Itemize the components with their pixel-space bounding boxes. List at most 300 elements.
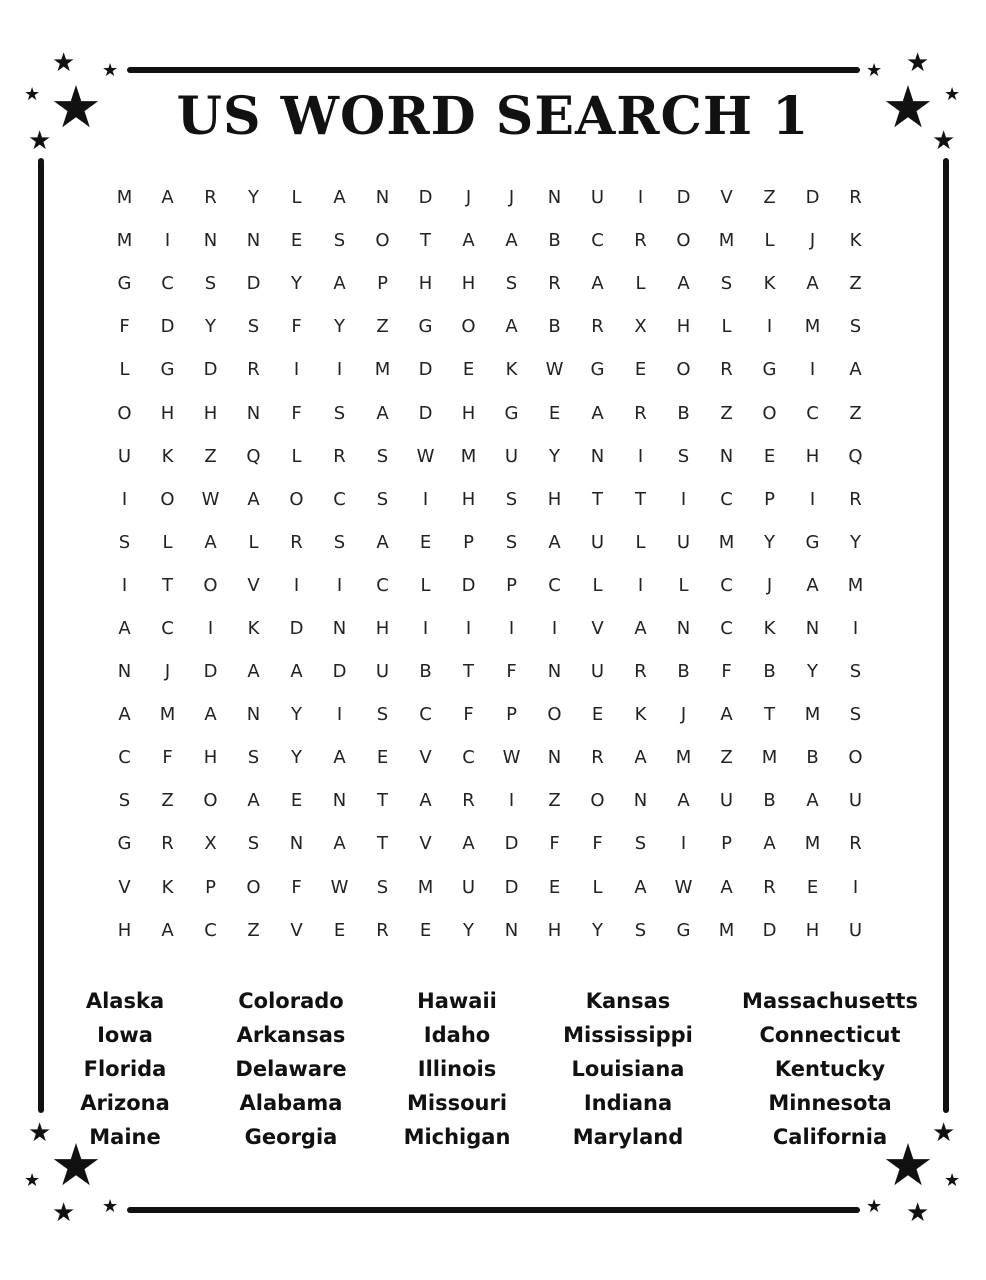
grid-cell[interactable]: M <box>761 747 778 769</box>
grid-cell[interactable]: D <box>461 574 476 596</box>
grid-cell[interactable]: J <box>680 704 687 726</box>
grid-cell[interactable]: J <box>766 574 773 596</box>
grid-cell[interactable]: D <box>332 661 347 683</box>
grid-cell[interactable]: D <box>504 876 519 898</box>
grid-cell[interactable]: C <box>591 230 604 252</box>
grid-cell[interactable]: L <box>420 574 431 596</box>
grid-cell[interactable]: N <box>547 747 562 769</box>
grid-cell[interactable]: H <box>375 617 390 639</box>
grid-cell[interactable]: D <box>418 187 433 209</box>
grid-cell[interactable]: I <box>293 574 300 596</box>
grid-cell[interactable]: I <box>422 488 429 510</box>
grid-cell[interactable]: H <box>676 316 691 338</box>
grid-cell[interactable]: P <box>764 488 775 510</box>
grid-cell[interactable]: O <box>203 574 218 596</box>
grid-cell[interactable]: Y <box>549 445 560 467</box>
grid-cell[interactable]: S <box>247 747 260 769</box>
grid-cell[interactable]: R <box>591 316 604 338</box>
grid-cell[interactable]: Z <box>548 790 561 812</box>
grid-cell[interactable]: M <box>804 704 821 726</box>
grid-cell[interactable]: U <box>590 187 605 209</box>
grid-cell[interactable]: Z <box>849 402 862 424</box>
grid-cell[interactable]: U <box>504 445 519 467</box>
grid-cell[interactable]: T <box>420 230 431 252</box>
grid-cell[interactable]: J <box>809 230 816 252</box>
grid-cell[interactable]: G <box>762 359 777 381</box>
grid-cell[interactable]: K <box>161 445 174 467</box>
grid-cell[interactable]: N <box>203 230 218 252</box>
grid-cell[interactable]: G <box>676 919 691 941</box>
grid-cell[interactable]: B <box>548 230 561 252</box>
grid-cell[interactable]: L <box>635 531 646 553</box>
grid-cell[interactable]: H <box>461 488 476 510</box>
grid-cell[interactable]: S <box>849 704 862 726</box>
grid-cell[interactable]: G <box>117 273 132 295</box>
grid-cell[interactable]: K <box>161 876 174 898</box>
grid-cell[interactable]: S <box>247 833 260 855</box>
grid-cell[interactable]: V <box>419 833 432 855</box>
grid-cell[interactable]: D <box>504 833 519 855</box>
grid-cell[interactable]: E <box>290 230 303 252</box>
grid-cell[interactable]: S <box>634 833 647 855</box>
grid-cell[interactable]: S <box>376 876 389 898</box>
grid-cell[interactable]: F <box>592 833 603 855</box>
grid-cell[interactable]: B <box>419 661 432 683</box>
grid-cell[interactable]: W <box>545 359 564 381</box>
grid-cell[interactable]: A <box>720 704 733 726</box>
grid-cell[interactable]: I <box>336 359 343 381</box>
grid-cell[interactable]: Z <box>720 747 733 769</box>
grid-cell[interactable]: Y <box>592 919 603 941</box>
grid-cell[interactable]: N <box>676 617 691 639</box>
grid-cell[interactable]: T <box>764 704 775 726</box>
grid-cell[interactable]: A <box>118 704 131 726</box>
grid-cell[interactable]: O <box>117 402 132 424</box>
grid-cell[interactable]: Z <box>376 316 389 338</box>
grid-cell[interactable]: O <box>762 402 777 424</box>
grid-cell[interactable]: A <box>462 833 475 855</box>
grid-cell[interactable]: S <box>118 531 131 553</box>
grid-cell[interactable]: Z <box>247 919 260 941</box>
grid-cell[interactable]: O <box>461 316 476 338</box>
grid-cell[interactable]: H <box>203 747 218 769</box>
grid-cell[interactable]: R <box>720 359 733 381</box>
grid-cell[interactable]: N <box>246 230 261 252</box>
grid-cell[interactable]: C <box>720 617 733 639</box>
grid-cell[interactable]: E <box>333 919 346 941</box>
grid-cell[interactable]: C <box>118 747 131 769</box>
grid-cell[interactable]: E <box>548 876 561 898</box>
grid-cell[interactable]: V <box>419 747 432 769</box>
grid-cell[interactable]: C <box>419 704 432 726</box>
grid-cell[interactable]: R <box>763 876 776 898</box>
grid-cell[interactable]: A <box>763 833 776 855</box>
grid-cell[interactable]: I <box>637 445 644 467</box>
grid-cell[interactable]: Q <box>848 445 863 467</box>
grid-cell[interactable]: I <box>293 359 300 381</box>
grid-cell[interactable]: T <box>592 488 603 510</box>
grid-cell[interactable]: C <box>548 574 561 596</box>
grid-cell[interactable]: O <box>676 230 691 252</box>
grid-cell[interactable]: T <box>463 661 474 683</box>
grid-cell[interactable]: F <box>291 876 302 898</box>
grid-cell[interactable]: L <box>635 273 646 295</box>
grid-cell[interactable]: R <box>849 833 862 855</box>
grid-cell[interactable]: I <box>766 316 773 338</box>
grid-cell[interactable]: O <box>160 488 175 510</box>
grid-cell[interactable]: I <box>336 704 343 726</box>
grid-cell[interactable]: E <box>419 531 432 553</box>
grid-cell[interactable]: E <box>462 359 475 381</box>
grid-cell[interactable]: U <box>848 919 863 941</box>
grid-cell[interactable]: O <box>375 230 390 252</box>
grid-cell[interactable]: B <box>763 661 776 683</box>
grid-cell[interactable]: O <box>203 790 218 812</box>
grid-cell[interactable]: G <box>117 833 132 855</box>
grid-cell[interactable]: A <box>806 574 819 596</box>
grid-cell[interactable]: K <box>763 273 776 295</box>
grid-cell[interactable]: A <box>247 488 260 510</box>
grid-cell[interactable]: S <box>505 273 518 295</box>
grid-cell[interactable]: S <box>118 790 131 812</box>
grid-cell[interactable]: F <box>119 316 130 338</box>
grid-cell[interactable]: T <box>635 488 646 510</box>
grid-cell[interactable]: R <box>376 919 389 941</box>
grid-cell[interactable]: N <box>117 661 132 683</box>
grid-cell[interactable]: I <box>465 617 472 639</box>
grid-cell[interactable]: A <box>376 531 389 553</box>
grid-cell[interactable]: W <box>674 876 693 898</box>
grid-cell[interactable]: A <box>247 661 260 683</box>
grid-cell[interactable]: C <box>376 574 389 596</box>
grid-cell[interactable]: O <box>590 790 605 812</box>
grid-cell[interactable]: H <box>461 402 476 424</box>
grid-cell[interactable]: E <box>548 402 561 424</box>
grid-cell[interactable]: L <box>119 359 130 381</box>
grid-cell[interactable]: B <box>548 316 561 338</box>
grid-cell[interactable]: B <box>763 790 776 812</box>
grid-cell[interactable]: E <box>591 704 604 726</box>
grid-cell[interactable]: U <box>375 661 390 683</box>
grid-cell[interactable]: A <box>204 704 217 726</box>
grid-cell[interactable]: A <box>677 790 690 812</box>
grid-cell[interactable]: F <box>162 747 173 769</box>
grid-cell[interactable]: K <box>849 230 862 252</box>
grid-cell[interactable]: I <box>422 617 429 639</box>
grid-cell[interactable]: U <box>590 531 605 553</box>
grid-cell[interactable]: N <box>246 402 261 424</box>
grid-cell[interactable]: D <box>246 273 261 295</box>
grid-cell[interactable]: Y <box>291 273 302 295</box>
grid-cell[interactable]: Q <box>246 445 261 467</box>
grid-cell[interactable]: E <box>376 747 389 769</box>
grid-cell[interactable]: M <box>460 445 477 467</box>
grid-cell[interactable]: E <box>806 876 819 898</box>
grid-cell[interactable]: A <box>161 187 174 209</box>
grid-cell[interactable]: F <box>291 402 302 424</box>
grid-cell[interactable]: M <box>374 359 391 381</box>
grid-cell[interactable]: Y <box>205 316 216 338</box>
grid-cell[interactable]: H <box>160 402 175 424</box>
grid-cell[interactable]: S <box>247 316 260 338</box>
grid-cell[interactable]: A <box>333 273 346 295</box>
grid-cell[interactable]: G <box>805 531 820 553</box>
grid-cell[interactable]: I <box>551 617 558 639</box>
grid-cell[interactable]: A <box>505 316 518 338</box>
grid-cell[interactable]: L <box>592 876 603 898</box>
grid-cell[interactable]: H <box>805 919 820 941</box>
grid-cell[interactable]: R <box>333 445 346 467</box>
grid-cell[interactable]: I <box>121 574 128 596</box>
grid-cell[interactable]: R <box>204 187 217 209</box>
grid-cell[interactable]: A <box>462 230 475 252</box>
grid-cell[interactable]: P <box>463 531 474 553</box>
grid-cell[interactable]: M <box>718 230 735 252</box>
grid-cell[interactable]: I <box>680 833 687 855</box>
grid-cell[interactable]: O <box>246 876 261 898</box>
grid-cell[interactable]: P <box>506 704 517 726</box>
grid-cell[interactable]: Y <box>291 704 302 726</box>
grid-cell[interactable]: A <box>505 230 518 252</box>
grid-cell[interactable]: M <box>804 316 821 338</box>
grid-cell[interactable]: H <box>117 919 132 941</box>
grid-cell[interactable]: S <box>333 230 346 252</box>
grid-cell[interactable]: Y <box>807 661 818 683</box>
grid-cell[interactable]: R <box>849 488 862 510</box>
grid-cell[interactable]: N <box>375 187 390 209</box>
grid-cell[interactable]: W <box>201 488 220 510</box>
grid-cell[interactable]: F <box>506 661 517 683</box>
grid-cell[interactable]: I <box>809 359 816 381</box>
grid-cell[interactable]: D <box>203 359 218 381</box>
grid-cell[interactable]: P <box>205 876 216 898</box>
grid-cell[interactable]: C <box>720 488 733 510</box>
grid-cell[interactable]: N <box>547 187 562 209</box>
grid-cell[interactable]: R <box>462 790 475 812</box>
grid-cell[interactable]: V <box>118 876 131 898</box>
grid-cell[interactable]: K <box>247 617 260 639</box>
grid-cell[interactable]: E <box>290 790 303 812</box>
grid-cell[interactable]: A <box>677 273 690 295</box>
grid-cell[interactable]: A <box>333 833 346 855</box>
grid-cell[interactable]: W <box>330 876 349 898</box>
grid-cell[interactable]: D <box>203 661 218 683</box>
grid-cell[interactable]: Z <box>849 273 862 295</box>
grid-cell[interactable]: M <box>116 230 133 252</box>
grid-cell[interactable]: I <box>680 488 687 510</box>
grid-cell[interactable]: H <box>547 488 562 510</box>
grid-cell[interactable]: I <box>852 876 859 898</box>
grid-cell[interactable]: C <box>333 488 346 510</box>
grid-cell[interactable]: T <box>162 574 173 596</box>
grid-cell[interactable]: U <box>848 790 863 812</box>
grid-cell[interactable]: X <box>634 316 647 338</box>
grid-cell[interactable]: R <box>591 747 604 769</box>
grid-cell[interactable]: B <box>677 402 690 424</box>
grid-cell[interactable]: D <box>289 617 304 639</box>
grid-cell[interactable]: U <box>719 790 734 812</box>
grid-cell[interactable]: D <box>676 187 691 209</box>
grid-cell[interactable]: R <box>634 402 647 424</box>
grid-cell[interactable]: A <box>591 402 604 424</box>
grid-cell[interactable]: L <box>721 316 732 338</box>
grid-cell[interactable]: S <box>376 445 389 467</box>
grid-cell[interactable]: L <box>291 445 302 467</box>
grid-cell[interactable]: S <box>333 402 346 424</box>
grid-cell[interactable]: I <box>207 617 214 639</box>
grid-cell[interactable]: Y <box>764 531 775 553</box>
grid-cell[interactable]: C <box>161 617 174 639</box>
grid-cell[interactable]: N <box>332 617 347 639</box>
grid-cell[interactable]: R <box>247 359 260 381</box>
grid-cell[interactable]: Y <box>334 316 345 338</box>
grid-cell[interactable]: S <box>677 445 690 467</box>
grid-cell[interactable]: J <box>508 187 515 209</box>
grid-cell[interactable]: I <box>336 574 343 596</box>
grid-cell[interactable]: E <box>419 919 432 941</box>
grid-cell[interactable]: G <box>590 359 605 381</box>
grid-cell[interactable]: P <box>721 833 732 855</box>
grid-cell[interactable]: D <box>160 316 175 338</box>
grid-cell[interactable]: F <box>721 661 732 683</box>
grid-cell[interactable]: R <box>290 531 303 553</box>
grid-cell[interactable]: G <box>418 316 433 338</box>
grid-cell[interactable]: Z <box>161 790 174 812</box>
grid-cell[interactable]: O <box>848 747 863 769</box>
grid-cell[interactable]: D <box>418 402 433 424</box>
grid-cell[interactable]: R <box>634 230 647 252</box>
grid-cell[interactable]: I <box>121 488 128 510</box>
grid-cell[interactable]: O <box>547 704 562 726</box>
grid-cell[interactable]: W <box>416 445 435 467</box>
grid-cell[interactable]: A <box>591 273 604 295</box>
grid-cell[interactable]: U <box>590 661 605 683</box>
grid-cell[interactable]: U <box>117 445 132 467</box>
grid-cell[interactable]: C <box>462 747 475 769</box>
grid-cell[interactable]: L <box>678 574 689 596</box>
grid-cell[interactable]: Y <box>850 531 861 553</box>
grid-cell[interactable]: M <box>718 531 735 553</box>
grid-cell[interactable]: S <box>720 273 733 295</box>
grid-cell[interactable]: A <box>204 531 217 553</box>
grid-cell[interactable]: A <box>634 876 647 898</box>
grid-cell[interactable]: W <box>502 747 521 769</box>
grid-cell[interactable]: O <box>289 488 304 510</box>
grid-cell[interactable]: S <box>376 704 389 726</box>
grid-cell[interactable]: A <box>720 876 733 898</box>
grid-cell[interactable]: R <box>634 661 647 683</box>
grid-cell[interactable]: M <box>159 704 176 726</box>
grid-cell[interactable]: H <box>805 445 820 467</box>
grid-cell[interactable]: L <box>764 230 775 252</box>
grid-cell[interactable]: H <box>418 273 433 295</box>
grid-cell[interactable]: L <box>592 574 603 596</box>
grid-cell[interactable]: S <box>634 919 647 941</box>
grid-cell[interactable]: V <box>290 919 303 941</box>
grid-cell[interactable]: A <box>634 617 647 639</box>
grid-cell[interactable]: I <box>508 790 515 812</box>
grid-cell[interactable]: A <box>419 790 432 812</box>
grid-cell[interactable]: N <box>805 617 820 639</box>
grid-cell[interactable]: N <box>246 704 261 726</box>
grid-cell[interactable]: Y <box>463 919 474 941</box>
grid-cell[interactable]: M <box>116 187 133 209</box>
grid-cell[interactable]: G <box>504 402 519 424</box>
grid-cell[interactable]: D <box>418 359 433 381</box>
grid-cell[interactable]: A <box>118 617 131 639</box>
grid-cell[interactable]: A <box>548 531 561 553</box>
grid-cell[interactable]: M <box>847 574 864 596</box>
grid-cell[interactable]: Z <box>763 187 776 209</box>
grid-cell[interactable]: A <box>634 747 647 769</box>
grid-cell[interactable]: R <box>849 187 862 209</box>
grid-cell[interactable]: F <box>549 833 560 855</box>
grid-cell[interactable]: I <box>637 187 644 209</box>
grid-cell[interactable]: H <box>203 402 218 424</box>
grid-cell[interactable]: A <box>161 919 174 941</box>
grid-cell[interactable]: S <box>376 488 389 510</box>
grid-cell[interactable]: N <box>504 919 519 941</box>
grid-cell[interactable]: I <box>164 230 171 252</box>
grid-cell[interactable]: D <box>762 919 777 941</box>
grid-cell[interactable]: H <box>547 919 562 941</box>
grid-cell[interactable]: S <box>505 488 518 510</box>
grid-cell[interactable]: A <box>290 661 303 683</box>
grid-cell[interactable]: D <box>805 187 820 209</box>
grid-cell[interactable]: C <box>161 273 174 295</box>
grid-cell[interactable]: A <box>376 402 389 424</box>
grid-cell[interactable]: K <box>763 617 776 639</box>
grid-cell[interactable]: C <box>204 919 217 941</box>
grid-cell[interactable]: N <box>289 833 304 855</box>
grid-cell[interactable]: E <box>763 445 776 467</box>
grid-cell[interactable]: R <box>548 273 561 295</box>
grid-cell[interactable]: Z <box>204 445 217 467</box>
grid-cell[interactable]: K <box>505 359 518 381</box>
grid-cell[interactable]: V <box>591 617 604 639</box>
grid-cell[interactable]: Y <box>291 747 302 769</box>
grid-cell[interactable]: A <box>333 187 346 209</box>
grid-cell[interactable]: K <box>634 704 647 726</box>
grid-cell[interactable]: N <box>633 790 648 812</box>
grid-cell[interactable]: B <box>677 661 690 683</box>
grid-cell[interactable]: T <box>377 790 388 812</box>
grid-cell[interactable]: A <box>333 747 346 769</box>
grid-cell[interactable]: L <box>291 187 302 209</box>
grid-cell[interactable]: M <box>804 833 821 855</box>
grid-cell[interactable]: A <box>247 790 260 812</box>
grid-cell[interactable]: A <box>849 359 862 381</box>
grid-cell[interactable]: L <box>162 531 173 553</box>
grid-cell[interactable]: V <box>247 574 260 596</box>
grid-cell[interactable]: C <box>720 574 733 596</box>
grid-cell[interactable]: J <box>465 187 472 209</box>
grid-cell[interactable]: P <box>377 273 388 295</box>
grid-cell[interactable]: N <box>547 661 562 683</box>
grid-cell[interactable]: I <box>637 574 644 596</box>
grid-cell[interactable]: B <box>806 747 819 769</box>
grid-cell[interactable]: S <box>849 661 862 683</box>
grid-cell[interactable]: M <box>675 747 692 769</box>
grid-cell[interactable]: M <box>417 876 434 898</box>
grid-cell[interactable]: F <box>291 316 302 338</box>
grid-cell[interactable]: N <box>590 445 605 467</box>
grid-cell[interactable]: M <box>718 919 735 941</box>
grid-cell[interactable]: E <box>634 359 647 381</box>
grid-cell[interactable]: S <box>849 316 862 338</box>
grid-cell[interactable]: T <box>377 833 388 855</box>
grid-cell[interactable]: X <box>204 833 217 855</box>
